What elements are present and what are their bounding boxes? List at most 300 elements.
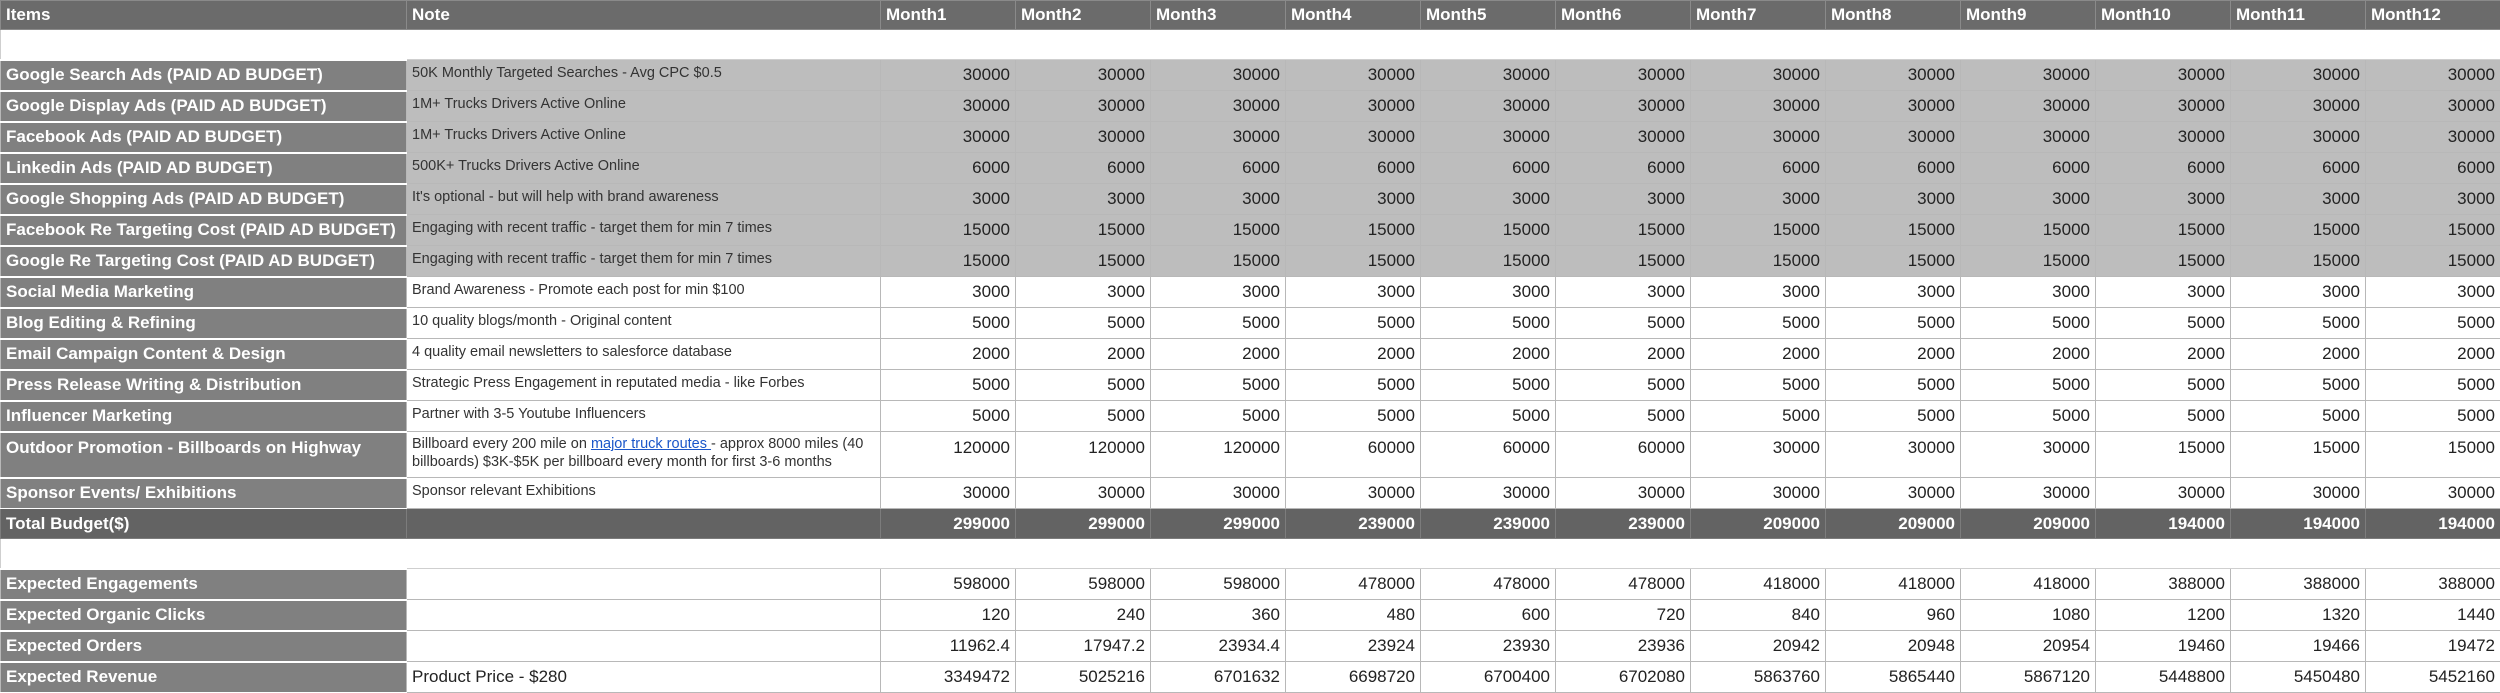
item-cell[interactable]: Blog Editing & Refining	[1, 308, 407, 339]
value-cell[interactable]: 3000	[2231, 277, 2366, 308]
item-cell[interactable]: Google Shopping Ads (PAID AD BUDGET)	[1, 184, 407, 215]
value-cell[interactable]: 5000	[1421, 370, 1556, 401]
table-row	[1, 432, 2500, 478]
value-cell[interactable]: 30000	[1556, 122, 1691, 153]
header-items[interactable]: Items	[1, 1, 407, 30]
table-row	[1, 184, 2500, 215]
expected-value-cell[interactable]: 5025216	[1016, 662, 1151, 693]
total-label[interactable]: Total Budget($)	[1, 509, 407, 539]
value-cell[interactable]: 120000	[1016, 432, 1151, 478]
expected-value-cell[interactable]: 598000	[1016, 569, 1151, 600]
value-cell[interactable]: 5000	[1286, 401, 1421, 432]
expected-value-cell[interactable]: 23930	[1421, 631, 1556, 662]
total-note-cell[interactable]	[407, 509, 881, 539]
expected-value-cell[interactable]: 240	[1016, 600, 1151, 631]
header-month-1[interactable]: Month1	[881, 1, 1016, 30]
total-value-cell[interactable]: 194000	[2231, 509, 2366, 539]
expected-value-cell[interactable]: 418000	[1691, 569, 1826, 600]
value-cell[interactable]: 2000	[2366, 339, 2500, 370]
expected-value-cell[interactable]: 20942	[1691, 631, 1826, 662]
value-cell[interactable]: 5000	[1556, 308, 1691, 339]
value-cell[interactable]: 30000	[1151, 60, 1286, 91]
value-cell[interactable]: 30000	[1151, 122, 1286, 153]
value-cell[interactable]: 5000	[1826, 308, 1961, 339]
expected-value-cell[interactable]: 6698720	[1286, 662, 1421, 693]
value-cell[interactable]: 30000	[881, 478, 1016, 509]
expected-item-cell[interactable]: Expected Organic Clicks	[1, 600, 407, 631]
value-cell[interactable]: 30000	[2096, 91, 2231, 122]
value-cell[interactable]: 15000	[2096, 432, 2231, 478]
value-cell[interactable]: 5000	[1961, 401, 2096, 432]
item-cell[interactable]: Outdoor Promotion - Billboards on Highway	[1, 432, 407, 478]
value-cell[interactable]: 30000	[1961, 432, 2096, 478]
value-cell[interactable]: 3000	[2231, 184, 2366, 215]
table-row	[1, 60, 2500, 91]
value-cell[interactable]: 30000	[1151, 91, 1286, 122]
expected-value-cell[interactable]: 6701632	[1151, 662, 1286, 693]
table-row	[1, 478, 2500, 509]
expected-note-cell[interactable]	[407, 631, 881, 662]
budget-body	[1, 30, 2500, 693]
value-cell[interactable]: 2000	[1691, 339, 1826, 370]
value-cell[interactable]: 3000	[1151, 184, 1286, 215]
value-cell[interactable]: 5000	[2366, 308, 2500, 339]
value-cell[interactable]: 15000	[2366, 432, 2500, 478]
value-cell[interactable]: 30000	[1961, 478, 2096, 509]
expected-value-cell[interactable]: 6702080	[1556, 662, 1691, 693]
header-month-10[interactable]: Month10	[2096, 1, 2231, 30]
value-cell[interactable]: 6000	[2231, 153, 2366, 184]
value-cell[interactable]: 3000	[2366, 184, 2500, 215]
value-cell[interactable]: 5000	[2366, 370, 2500, 401]
value-cell[interactable]: 30000	[2366, 122, 2500, 153]
value-cell[interactable]: 5000	[881, 401, 1016, 432]
value-cell[interactable]: 30000	[1556, 91, 1691, 122]
value-cell[interactable]: 3000	[1286, 184, 1421, 215]
expected-value-cell[interactable]: 120	[881, 600, 1016, 631]
value-cell[interactable]: 30000	[1961, 122, 2096, 153]
expected-note-cell[interactable]	[407, 569, 881, 600]
header-month-5[interactable]: Month5	[1421, 1, 1556, 30]
note-cell[interactable]: Partner with 3-5 Youtube Influencers	[407, 401, 881, 432]
value-cell[interactable]: 5000	[1286, 308, 1421, 339]
note-cell[interactable]: It's optional - but will help with brand awareness	[407, 184, 881, 215]
total-value-cell[interactable]: 209000	[1961, 509, 2096, 539]
expected-value-cell[interactable]: 840	[1691, 600, 1826, 631]
value-cell[interactable]: 3000	[1691, 277, 1826, 308]
expected-value-cell[interactable]: 598000	[1151, 569, 1286, 600]
value-cell[interactable]: 3000	[2096, 277, 2231, 308]
expected-value-cell[interactable]: 598000	[881, 569, 1016, 600]
expected-value-cell[interactable]: 5452160	[2366, 662, 2500, 693]
value-cell[interactable]: 15000	[2096, 246, 2231, 277]
value-cell[interactable]: 30000	[1691, 60, 1826, 91]
value-cell[interactable]: 30000	[1691, 122, 1826, 153]
value-cell[interactable]: 30000	[1556, 60, 1691, 91]
expected-value-cell[interactable]: 5867120	[1961, 662, 2096, 693]
value-cell[interactable]: 5000	[1286, 370, 1421, 401]
value-cell[interactable]: 30000	[1826, 60, 1961, 91]
header-month-3[interactable]: Month3	[1151, 1, 1286, 30]
value-cell[interactable]: 6000	[1421, 153, 1556, 184]
value-cell[interactable]: 6000	[1151, 153, 1286, 184]
total-row	[1, 509, 2500, 539]
value-cell[interactable]: 5000	[1826, 370, 1961, 401]
total-value-cell[interactable]: 299000	[881, 509, 1016, 539]
table-row	[1, 153, 2500, 184]
value-cell[interactable]: 2000	[1286, 339, 1421, 370]
expected-value-cell[interactable]: 478000	[1556, 569, 1691, 600]
item-cell[interactable]: Google Search Ads (PAID AD BUDGET)	[1, 60, 407, 91]
table-row	[1, 246, 2500, 277]
value-cell[interactable]: 30000	[1826, 91, 1961, 122]
note-cell[interactable]: Brand Awareness - Promote each post for min $100	[407, 277, 881, 308]
total-value-cell[interactable]: 299000	[1016, 509, 1151, 539]
value-cell[interactable]: 15000	[2231, 215, 2366, 246]
expected-row	[1, 569, 2500, 600]
value-cell[interactable]: 15000	[1826, 215, 1961, 246]
total-value-cell[interactable]: 209000	[1691, 509, 1826, 539]
value-cell[interactable]: 30000	[1556, 478, 1691, 509]
expected-value-cell[interactable]: 478000	[1421, 569, 1556, 600]
value-cell[interactable]: 3000	[1016, 277, 1151, 308]
value-cell[interactable]: 15000	[1556, 246, 1691, 277]
header-month-2[interactable]: Month2	[1016, 1, 1151, 30]
value-cell[interactable]: 5000	[2096, 308, 2231, 339]
value-cell[interactable]: 30000	[1286, 478, 1421, 509]
note-cell[interactable]	[407, 432, 881, 478]
value-cell[interactable]: 30000	[2096, 478, 2231, 509]
value-cell[interactable]: 5000	[1691, 370, 1826, 401]
item-cell[interactable]: Google Display Ads (PAID AD BUDGET)	[1, 91, 407, 122]
value-cell[interactable]: 30000	[2096, 122, 2231, 153]
expected-value-cell[interactable]: 19472	[2366, 631, 2500, 662]
value-cell[interactable]: 30000	[2231, 91, 2366, 122]
value-cell[interactable]: 5000	[1016, 308, 1151, 339]
value-cell[interactable]: 2000	[1826, 339, 1961, 370]
value-cell[interactable]: 5000	[1151, 401, 1286, 432]
expected-value-cell[interactable]: 480	[1286, 600, 1421, 631]
value-cell[interactable]: 15000	[2366, 246, 2500, 277]
value-cell[interactable]: 15000	[1961, 246, 2096, 277]
expected-value-cell[interactable]: 1320	[2231, 600, 2366, 631]
expected-value-cell[interactable]: 360	[1151, 600, 1286, 631]
expected-value-cell[interactable]: 20954	[1961, 631, 2096, 662]
value-cell[interactable]: 3000	[881, 277, 1016, 308]
value-cell[interactable]: 3000	[1826, 277, 1961, 308]
header-month-8[interactable]: Month8	[1826, 1, 1961, 30]
total-value-cell[interactable]: 194000	[2096, 509, 2231, 539]
value-cell[interactable]: 3000	[2366, 277, 2500, 308]
value-cell[interactable]: 6000	[881, 153, 1016, 184]
expected-value-cell[interactable]: 23936	[1556, 631, 1691, 662]
expected-value-cell[interactable]: 388000	[2366, 569, 2500, 600]
value-cell[interactable]: 15000	[881, 246, 1016, 277]
value-cell[interactable]: 30000	[1691, 478, 1826, 509]
value-cell[interactable]: 6000	[1556, 153, 1691, 184]
value-cell[interactable]: 30000	[2366, 60, 2500, 91]
header-month-12[interactable]: Month12	[2366, 1, 2500, 30]
value-cell[interactable]: 5000	[1556, 370, 1691, 401]
value-cell[interactable]: 3000	[1961, 184, 2096, 215]
expected-value-cell[interactable]: 5448800	[2096, 662, 2231, 693]
expected-value-cell[interactable]: 23924	[1286, 631, 1421, 662]
value-cell[interactable]: 15000	[2231, 246, 2366, 277]
note-cell[interactable]: 500K+ Trucks Drivers Active Online	[407, 153, 881, 184]
value-cell[interactable]: 5000	[1961, 308, 2096, 339]
value-cell[interactable]: 5000	[2096, 401, 2231, 432]
expected-value-cell[interactable]: 6700400	[1421, 662, 1556, 693]
expected-value-cell[interactable]: 11962.4	[881, 631, 1016, 662]
expected-value-cell[interactable]: 19460	[2096, 631, 2231, 662]
value-cell[interactable]: 5000	[2366, 401, 2500, 432]
table-row	[1, 308, 2500, 339]
value-cell[interactable]: 15000	[1421, 246, 1556, 277]
item-cell[interactable]: Linkedin Ads (PAID AD BUDGET)	[1, 153, 407, 184]
item-cell[interactable]: Email Campaign Content & Design	[1, 339, 407, 370]
expected-value-cell[interactable]: 20948	[1826, 631, 1961, 662]
value-cell[interactable]: 3000	[1016, 184, 1151, 215]
note-cell[interactable]: Engaging with recent traffic - target them for min 7 times	[407, 215, 881, 246]
total-value-cell[interactable]: 299000	[1151, 509, 1286, 539]
expected-note-cell[interactable]	[407, 600, 881, 631]
value-cell[interactable]: 5000	[1691, 401, 1826, 432]
value-cell[interactable]: 15000	[1016, 215, 1151, 246]
expected-item-cell[interactable]: Expected Engagements	[1, 569, 407, 600]
expected-value-cell[interactable]: 1440	[2366, 600, 2500, 631]
header-month-11[interactable]: Month11	[2231, 1, 2366, 30]
note-cell[interactable]: Engaging with recent traffic - target them for min 7 times	[407, 246, 881, 277]
value-cell[interactable]: 15000	[1421, 215, 1556, 246]
expected-item-cell[interactable]: Expected Revenue	[1, 662, 407, 693]
expected-value-cell[interactable]: 19466	[2231, 631, 2366, 662]
value-cell[interactable]: 30000	[1826, 478, 1961, 509]
expected-value-cell[interactable]: 418000	[1826, 569, 1961, 600]
note-cell[interactable]: 4 quality email newsletters to salesforce database	[407, 339, 881, 370]
value-cell[interactable]: 15000	[1151, 246, 1286, 277]
value-cell[interactable]: 30000	[1016, 122, 1151, 153]
value-cell[interactable]: 30000	[881, 91, 1016, 122]
value-cell[interactable]: 2000	[2096, 339, 2231, 370]
value-cell[interactable]: 2000	[881, 339, 1016, 370]
value-cell[interactable]: 15000	[1961, 215, 2096, 246]
value-cell[interactable]: 2000	[1556, 339, 1691, 370]
value-cell[interactable]: 5000	[1151, 308, 1286, 339]
value-cell[interactable]: 30000	[1421, 478, 1556, 509]
empty-cell[interactable]	[1, 30, 2500, 60]
table-row	[1, 401, 2500, 432]
expected-value-cell[interactable]: 418000	[1961, 569, 2096, 600]
value-cell[interactable]: 30000	[1826, 432, 1961, 478]
value-cell[interactable]: 30000	[881, 60, 1016, 91]
expected-value-cell[interactable]: 388000	[2231, 569, 2366, 600]
expected-value-cell[interactable]: 1200	[2096, 600, 2231, 631]
expected-value-cell[interactable]: 5450480	[2231, 662, 2366, 693]
value-cell[interactable]: 3000	[1691, 184, 1826, 215]
item-cell[interactable]: Sponsor Events/ Exhibitions	[1, 478, 407, 509]
note-cell[interactable]: 1M+ Trucks Drivers Active Online	[407, 91, 881, 122]
value-cell[interactable]: 6000	[1961, 153, 2096, 184]
value-cell[interactable]: 15000	[2366, 215, 2500, 246]
value-cell[interactable]: 30000	[1826, 122, 1961, 153]
value-cell[interactable]: 30000	[1286, 122, 1421, 153]
value-cell[interactable]: 5000	[2231, 308, 2366, 339]
value-cell[interactable]: 60000	[1556, 432, 1691, 478]
value-cell[interactable]: 6000	[1691, 153, 1826, 184]
note-cell[interactable]: 10 quality blogs/month - Original content	[407, 308, 881, 339]
value-cell[interactable]: 5000	[1151, 370, 1286, 401]
value-cell[interactable]: 30000	[1691, 432, 1826, 478]
expected-value-cell[interactable]: 600	[1421, 600, 1556, 631]
value-cell[interactable]: 2000	[1421, 339, 1556, 370]
expected-item-cell[interactable]: Expected Orders	[1, 631, 407, 662]
value-cell[interactable]: 30000	[2231, 60, 2366, 91]
value-cell[interactable]: 3000	[1421, 184, 1556, 215]
value-cell[interactable]: 30000	[881, 122, 1016, 153]
value-cell[interactable]: 6000	[1286, 153, 1421, 184]
value-cell[interactable]: 15000	[1556, 215, 1691, 246]
value-cell[interactable]: 5000	[1421, 308, 1556, 339]
value-cell[interactable]: 30000	[2231, 122, 2366, 153]
value-cell[interactable]: 3000	[1556, 277, 1691, 308]
value-cell[interactable]: 3000	[1286, 277, 1421, 308]
value-cell[interactable]: 30000	[1286, 91, 1421, 122]
value-cell[interactable]: 5000	[1826, 401, 1961, 432]
value-cell[interactable]: 3000	[881, 184, 1016, 215]
value-cell[interactable]: 5000	[2096, 370, 2231, 401]
total-value-cell[interactable]: 239000	[1286, 509, 1421, 539]
value-cell[interactable]: 2000	[1151, 339, 1286, 370]
value-cell[interactable]: 30000	[2366, 478, 2500, 509]
value-cell[interactable]: 5000	[1016, 370, 1151, 401]
expected-value-cell[interactable]: 1080	[1961, 600, 2096, 631]
value-cell[interactable]: 60000	[1421, 432, 1556, 478]
table-row	[1, 339, 2500, 370]
value-cell[interactable]: 120000	[1151, 432, 1286, 478]
value-cell[interactable]: 30000	[1016, 91, 1151, 122]
expected-value-cell[interactable]: 17947.2	[1016, 631, 1151, 662]
value-cell[interactable]: 15000	[1151, 215, 1286, 246]
value-cell[interactable]: 6000	[2096, 153, 2231, 184]
value-cell[interactable]: 2000	[1961, 339, 2096, 370]
header-month-7[interactable]: Month7	[1691, 1, 1826, 30]
value-cell[interactable]: 15000	[2231, 432, 2366, 478]
value-cell[interactable]: 2000	[2231, 339, 2366, 370]
value-cell[interactable]: 30000	[1016, 478, 1151, 509]
expected-value-cell[interactable]: 3349472	[881, 662, 1016, 693]
expected-value-cell[interactable]: 5865440	[1826, 662, 1961, 693]
total-value-cell[interactable]: 194000	[2366, 509, 2500, 539]
value-cell[interactable]: 30000	[1286, 60, 1421, 91]
note-cell[interactable]: Strategic Press Engagement in reputated media - like Forbes	[407, 370, 881, 401]
spacer-row	[1, 30, 2500, 60]
value-cell[interactable]: 30000	[1421, 91, 1556, 122]
expected-value-cell[interactable]: 478000	[1286, 569, 1421, 600]
note-cell[interactable]: Sponsor relevant Exhibitions	[407, 478, 881, 509]
empty-cell[interactable]	[1, 539, 2500, 569]
value-cell[interactable]: 5000	[881, 370, 1016, 401]
header-month-4[interactable]: Month4	[1286, 1, 1421, 30]
value-cell[interactable]: 3000	[1826, 184, 1961, 215]
expected-value-cell[interactable]: 388000	[2096, 569, 2231, 600]
value-cell[interactable]: 30000	[1016, 60, 1151, 91]
value-cell[interactable]: 15000	[881, 215, 1016, 246]
value-cell[interactable]: 5000	[1016, 401, 1151, 432]
value-cell[interactable]: 6000	[1826, 153, 1961, 184]
note-cell[interactable]: 1M+ Trucks Drivers Active Online	[407, 122, 881, 153]
value-cell[interactable]: 30000	[1421, 122, 1556, 153]
expected-note-cell[interactable]: Product Price - $280	[407, 662, 881, 693]
value-cell[interactable]: 15000	[2096, 215, 2231, 246]
value-cell[interactable]: 30000	[1421, 60, 1556, 91]
item-cell[interactable]: Influencer Marketing	[1, 401, 407, 432]
expected-row	[1, 631, 2500, 662]
value-cell[interactable]: 15000	[1691, 246, 1826, 277]
value-cell[interactable]: 30000	[1151, 478, 1286, 509]
value-cell[interactable]: 15000	[1016, 246, 1151, 277]
value-cell[interactable]: 30000	[2096, 60, 2231, 91]
value-cell[interactable]: 60000	[1286, 432, 1421, 478]
item-cell[interactable]: Social Media Marketing	[1, 277, 407, 308]
value-cell[interactable]: 5000	[1556, 401, 1691, 432]
value-cell[interactable]: 3000	[1421, 277, 1556, 308]
value-cell[interactable]: 30000	[2231, 478, 2366, 509]
value-cell[interactable]: 15000	[1286, 215, 1421, 246]
value-cell[interactable]: 30000	[2366, 91, 2500, 122]
value-cell[interactable]: 120000	[881, 432, 1016, 478]
value-cell[interactable]: 5000	[1421, 401, 1556, 432]
expected-value-cell[interactable]: 720	[1556, 600, 1691, 631]
value-cell[interactable]: 6000	[1016, 153, 1151, 184]
item-cell[interactable]: Press Release Writing & Distribution	[1, 370, 407, 401]
total-value-cell[interactable]: 209000	[1826, 509, 1961, 539]
header-month-6[interactable]: Month6	[1556, 1, 1691, 30]
item-cell[interactable]: Facebook Re Targeting Cost (PAID AD BUDGET)	[1, 215, 407, 246]
note-cell[interactable]: 50K Monthly Targeted Searches - Avg CPC $0.5	[407, 60, 881, 91]
value-cell[interactable]: 5000	[1691, 308, 1826, 339]
header-month-9[interactable]: Month9	[1961, 1, 2096, 30]
value-cell[interactable]: 5000	[2231, 370, 2366, 401]
note-text: - approx 8000 miles (40 billboards) $3K-$5K per billboard every month for first 3-6 months	[412, 436, 863, 470]
value-cell[interactable]: 15000	[1286, 246, 1421, 277]
value-cell[interactable]: 3000	[1961, 277, 2096, 308]
value-cell[interactable]: 30000	[1691, 91, 1826, 122]
value-cell[interactable]: 3000	[2096, 184, 2231, 215]
value-cell[interactable]: 2000	[1016, 339, 1151, 370]
expected-value-cell[interactable]: 5863760	[1691, 662, 1826, 693]
item-cell[interactable]: Facebook Ads (PAID AD BUDGET)	[1, 122, 407, 153]
value-cell[interactable]: 3000	[1151, 277, 1286, 308]
value-cell[interactable]: 6000	[2366, 153, 2500, 184]
expected-value-cell[interactable]: 23934.4	[1151, 631, 1286, 662]
value-cell[interactable]: 5000	[1961, 370, 2096, 401]
value-cell[interactable]: 5000	[881, 308, 1016, 339]
header-note[interactable]: Note	[407, 1, 881, 30]
value-cell[interactable]: 3000	[1556, 184, 1691, 215]
total-value-cell[interactable]: 239000	[1421, 509, 1556, 539]
value-cell[interactable]: 30000	[1961, 91, 2096, 122]
value-cell[interactable]: 15000	[1691, 215, 1826, 246]
table-row	[1, 91, 2500, 122]
item-cell[interactable]: Google Re Targeting Cost (PAID AD BUDGET)	[1, 246, 407, 277]
value-cell[interactable]: 30000	[1961, 60, 2096, 91]
value-cell[interactable]: 5000	[2231, 401, 2366, 432]
route-link[interactable]: major truck routes	[591, 436, 711, 452]
total-value-cell[interactable]: 239000	[1556, 509, 1691, 539]
expected-row	[1, 662, 2500, 693]
value-cell[interactable]: 15000	[1826, 246, 1961, 277]
expected-value-cell[interactable]: 960	[1826, 600, 1961, 631]
